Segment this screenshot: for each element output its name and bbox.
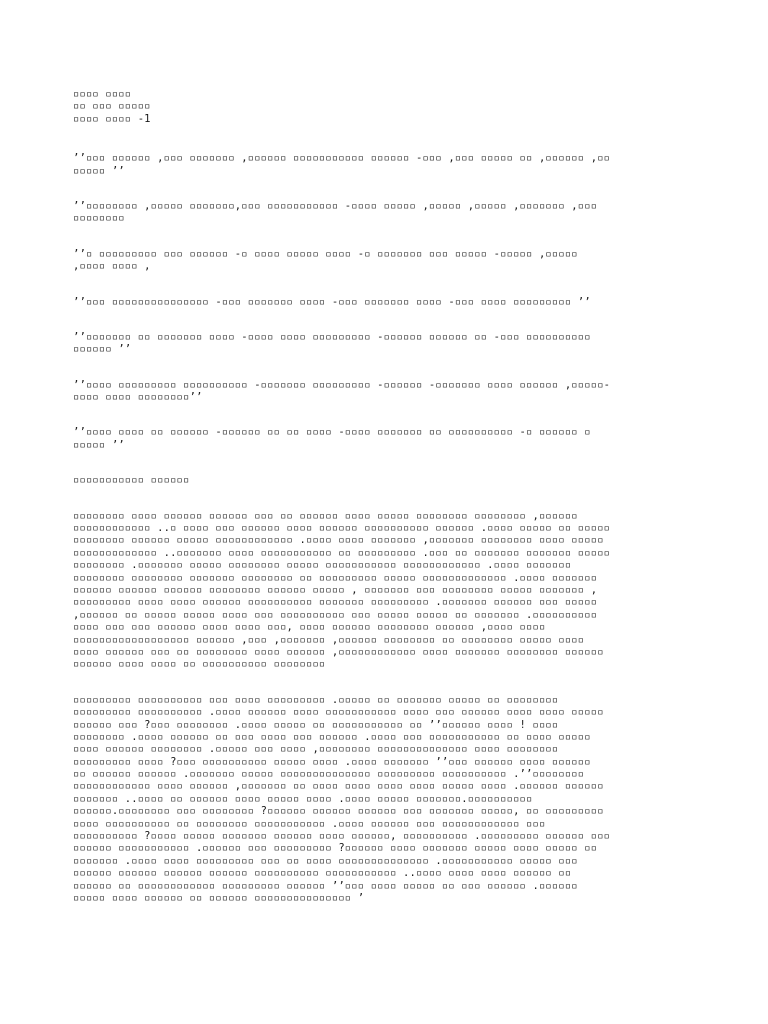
quote-line: ▫▫▫▫ ▫▫▫▫ ▫▫▫▫▫▫▫▫’’: [73, 391, 203, 404]
paragraph-line: ▫▫▫▫ ▫▫▫▫▫▫ ▫▫▫▫▫▫▫▫ .▫▫▫▫▫ ▫▫▫ ▫▫▫▫ ,▫▫▫▫▫▫▫▫ ▫▫▫▫▫▫▫▫▫▫▫▫▫▫ ▫▫▫▫ ▫▫▫▫▫▫▫▫: [73, 743, 559, 756]
quote-line: ▫▫▫▫▫ ’’: [73, 164, 125, 177]
paragraph-line: ▫▫▫▫▫▫ ▫▫▫▫ ▫▫▫▫ ▫▫ ▫▫▫▫▫▫▫▫▫▫ ▫▫▫▫▫▫▫▫: [73, 658, 326, 671]
paragraph-line: ▫▫▫▫▫▫ ▫▫ ▫▫▫▫▫▫▫▫▫▫▫▫ ▫▫▫▫▫▫▫▫▫ ▫▫▫▫▫▫ ’’▫▫▫ ▫▫▫▫ ▫▫▫▫▫ ▫▫ ▫▫▫ ▫▫▫▫▫▫ .▫▫▫▫▫▫: [73, 879, 578, 892]
paragraph-line: ▫▫ ▫▫▫▫▫▫ ▫▫▫▫▫▫ .▫▫▫▫▫▫▫ ▫▫▫▫▫ ▫▫▫▫▫▫▫▫▫▫▫▫▫▫ ▫▫▫▫▫▫▫▫▫ ▫▫▫▫▫▫▫▫▫▫ .’’▫▫▫▫▫▫▫▫: [73, 768, 585, 781]
quote-line: ’’▫▫▫▫▫▫▫▫ ,▫▫▫▫▫ ▫▫▫▫▫▫▫,▫▫▫ ▫▫▫▫▫▫▫▫▫▫▫ -▫▫▫▫ ▫▫▫▫▫ ,▫▫▫▫▫ ,▫▫▫▫▫ ,▫▫▫▫▫▫▫ ,▫▫▫: [73, 199, 598, 212]
paragraph-line: ▫▫▫▫▫▫▫ .▫▫▫▫ ▫▫▫▫ ▫▫▫▫▫▫▫▫▫ ▫▫▫ ▫▫ ▫▫▫▫ ▫▫▫▫▫▫▫▫▫▫▫▫▫▫ .▫▫▫▫▫▫▫▫▫▫▫ ▫▫▫▫▫ ▫▫▫: [73, 854, 578, 867]
paragraph-line: ▫▫▫▫▫▫.▫▫▫▫▫▫▫▫ ▫▫▫ ▫▫▫▫▫▫▫▫ ?▫▫▫▫▫▫ ▫▫▫▫▫▫ ▫▫▫▫▫▫ ▫▫▫ ▫▫▫▫▫▫▫ ▫▫▫▫▫, ▫▫ ▫▫▫▫▫▫▫▫▫: [73, 805, 604, 818]
quote-line: ▫▫▫▫▫▫ ’’: [73, 343, 132, 356]
quote-line: ’’▫▫▫ ▫▫▫▫▫▫ ,▫▫▫ ▫▫▫▫▫▫▫ ,▫▫▫▫▫▫ ▫▫▫▫▫▫▫▫▫▫▫ ▫▫▫▫▫▫ -▫▫▫ ,▫▫▫ ▫▫▫▫▫ ▫▫ ,▫▫▫▫▫▫ ,▫▫: [73, 152, 611, 165]
paragraph-line: ▫▫▫▫▫▫▫▫ .▫▫▫▫▫▫▫ ▫▫▫▫▫ ▫▫▫▫▫▫▫▫ ▫▫▫▫▫ ▫▫▫▫▫▫▫▫▫▫▫ ▫▫▫▫▫▫▫▫▫▫▫▫ .▫▫▫▫ ▫▫▫▫▫▫▫: [73, 559, 572, 572]
quote-line: ▫▫▫▫▫▫▫▫: [73, 212, 125, 225]
paragraph-line: ▫▫▫▫▫▫ ▫▫▫▫▫▫▫▫▫▫▫ .▫▫▫▫▫▫ ▫▫▫ ▫▫▫▫▫▫▫▫▫ ?▫▫▫▫▫▫ ▫▫▫▫ ▫▫▫▫▫▫▫ ▫▫▫▫▫ ▫▫▫▫ ▫▫▫▫▫ ▫▫: [73, 842, 598, 855]
section-title-text: ▫▫▫▫▫▫▫▫▫▫▫ ▫▫▫▫▫▫: [73, 474, 190, 487]
quote-line: ’’▫▫▫▫ ▫▫▫▫ ▫▫ ▫▫▫▫▫▫ -▫▫▫▫▫▫ ▫▫ ▫▫ ▫▫▫▫ -▫▫▫▫ ▫▫▫▫▫▫▫ ▫▫ ▫▫▫▫▫▫▫▫▫▫ -▫ ▫▫▫▫▫▫ ▫: [73, 426, 591, 439]
header-line: ▫▫ ▫▫▫ ▫▫▫▫▫: [73, 100, 151, 113]
paragraph-line: ▫▫▫▫▫▫▫▫▫ ▫▫▫▫ ?▫▫▫ ▫▫▫▫▫▫▫▫▫▫ ▫▫▫▫▫ ▫▫▫▫ .▫▫▫▫ ▫▫▫▫▫▫▫ ’’▫▫▫ ▫▫▫▫▫▫ ▫▫▫▫ ▫▫▫▫▫▫: [73, 755, 591, 768]
paragraph-line: ▫▫▫▫▫▫▫▫▫▫▫▫▫▫▫▫▫▫ ▫▫▫▫▫▫ ,▫▫▫ ,▫▫▫▫▫▫▫ ,▫▫▫▫▫▫ ▫▫▫▫▫▫▫▫ ▫▫ ▫▫▫▫▫▫▫▫ ▫▫▫▫▫ ▫▫▫▫: [73, 633, 585, 646]
quote-line: ’’▫▫▫▫▫▫▫ ▫▫ ▫▫▫▫▫▫▫ ▫▫▫▫ -▫▫▫▫ ▫▫▫▫ ▫▫▫▫▫▫▫▫▫ -▫▫▫▫▫▫ ▫▫▫▫▫▫ ▫▫ -▫▫▫ ▫▫▫▫▫▫▫▫▫▫: [73, 330, 591, 343]
paragraph-line: ▫▫▫▫▫▫▫▫▫▫▫▫ ..▫ ▫▫▫▫ ▫▫▫ ▫▫▫▫▫▫ ▫▫▫▫ ▫▫▫▫▫▫ ▫▫▫▫▫▫▫▫▫▫ ▫▫▫▫▫▫ .▫▫▫▫ ▫▫▫▫▫ ▫▫ ▫▫▫▫▫: [73, 522, 611, 535]
paragraph-line: ▫▫▫▫▫▫▫▫▫▫ ?▫▫▫▫ ▫▫▫▫▫ ▫▫▫▫▫▫▫ ▫▫▫▫▫▫ ▫▫▫▫ ▫▫▫▫▫▫, ▫▫▫▫▫▫▫▫▫▫ .▫▫▫▫▫▫▫▫▫ ▫▫▫▫▫▫ ▫▫▫: [73, 830, 611, 843]
paragraph-line: ▫▫▫▫▫▫ ▫▫▫ ?▫▫▫ ▫▫▫▫▫▫▫▫ .▫▫▫▫ ▫▫▫▫▫ ▫▫ ▫▫▫▫▫▫▫▫▫▫▫ ▫▫ ’’▫▫▫▫▫▫ ▫▫▫▫ ! ▫▫▫▫: [73, 718, 559, 731]
quote-6: [73, 379, 698, 404]
quote-7: [73, 426, 698, 451]
paragraph-line: ▫▫▫▫▫▫▫▫ .▫▫▫▫ ▫▫▫▫▫▫ ▫▫ ▫▫▫ ▫▫▫▫ ▫▫▫ ▫▫▫▫▫▫ .▫▫▫▫ ▫▫▫ ▫▫▫▫▫▫▫▫▫▫▫ ▫▫ ▫▫▫▫ ▫▫▫▫▫: [73, 730, 591, 743]
paragraph-line: ▫▫▫▫ ▫▫▫▫▫▫▫▫▫▫ ▫▫ ▫▫▫▫▫▫▫▫ ▫▫▫▫▫▫▫▫▫▫▫ .▫▫▫▫ ▫▫▫▫▫▫ ▫▫▫ ▫▫▫▫▫▫▫▫▫▫▫▫ ▫▫▫: [73, 817, 546, 830]
paragraph-line: ▫▫▫▫▫▫▫▫ ▫▫▫▫ ▫▫▫▫▫▫ ▫▫▫▫▫▫ ▫▫▫ ▫▫ ▫▫▫▫▫▫ ▫▫▫▫ ▫▫▫▫▫ ▫▫▫▫▫▫▫▫ ▫▫▫▫▫▫▫▫ ,▫▫▫▫▫▫: [73, 509, 578, 522]
quote-line: ,▫▫▫▫ ▫▫▫▫ ,: [73, 260, 151, 273]
paragraph-line: ▫▫▫▫ ▫▫▫ ▫▫▫ ▫▫▫▫▫▫ ▫▫▫▫ ▫▫▫▫ ▫▫▫, ▫▫▫▫ ▫▫▫▫▫▫ ▫▫▫▫▫▫▫▫ ▫▫▫▫▫▫ ,▫▫▫▫ ▫▫▫▫: [73, 621, 546, 634]
paragraph-line: ▫▫▫▫▫ ▫▫▫▫ ▫▫▫▫▫▫ ▫▫ ▫▫▫▫▫▫ ▫▫▫▫▫▫▫▫▫▫▫▫▫▫▫ ’: [73, 891, 365, 904]
paragraph-line: ▫▫▫▫▫▫▫▫▫ ▫▫▫▫ ▫▫▫▫ ▫▫▫▫▫▫ ▫▫▫▫▫▫▫▫▫▫ ▫▫▫▫▫▫▫ ▫▫▫▫▫▫▫▫▫ .▫▫▫▫▫▫▫ ▫▫▫▫▫▫ ▫▫▫ ▫▫▫▫▫: [73, 596, 598, 609]
paragraph-2: [73, 694, 698, 905]
quote-3: [73, 248, 698, 273]
paragraph-line: ,▫▫▫▫▫▫ ▫▫ ▫▫▫▫▫ ▫▫▫▫▫ ▫▫▫▫ ▫▫▫ ▫▫▫▫▫▫▫▫▫▫ ▫▫▫ ▫▫▫▫▫ ▫▫▫▫▫ ▫▫ ▫▫▫▫▫▫▫ .▫▫▫▫▫▫▫▫▫▫: [73, 608, 598, 621]
quote-line: ▫▫▫▫▫ ’’: [73, 438, 125, 451]
paragraph-line: ▫▫▫▫▫▫▫▫ ▫▫▫▫▫▫ ▫▫▫▫▫ ▫▫▫▫▫▫▫▫▫▫▫▫ .▫▫▫▫ ▫▫▫▫ ▫▫▫▫▫▫▫ ,▫▫▫▫▫▫▫ ▫▫▫▫▫▫▫▫ ▫▫▫▫ ▫▫▫▫▫: [73, 534, 604, 547]
quote-5: [73, 331, 698, 356]
paragraph-line: ▫▫▫▫▫▫ ▫▫▫▫▫▫ ▫▫▫▫▫▫ ▫▫▫▫▫▫▫▫ ▫▫▫▫▫▫ ▫▫▫▫▫ , ▫▫▫▫▫▫▫ ▫▫▫ ▫▫▫▫▫▫▫▫ ▫▫▫▫▫ ▫▫▫▫▫▫▫ ,: [73, 583, 598, 596]
paragraph-line: ▫▫▫▫▫▫▫▫▫▫▫▫ ▫▫▫▫ ▫▫▫▫▫▫ ,▫▫▫▫▫▫▫ ▫▫ ▫▫▫▫ ▫▫▫▫ ▫▫▫▫ ▫▫▫▫ ▫▫▫▫▫ ▫▫▫▫ .▫▫▫▫▫▫ ▫▫▫▫▫▫: [73, 780, 604, 793]
paragraph-line: ▫▫▫▫▫▫▫▫ ▫▫▫▫▫▫▫▫ ▫▫▫▫▫▫▫ ▫▫▫▫▫▫▫▫ ▫▫ ▫▫▫▫▫▫▫▫▫ ▫▫▫▫▫ ▫▫▫▫▫▫▫▫▫▫▫▫▫ .▫▫▫▫ ▫▫▫▫▫▫▫: [73, 571, 598, 584]
paragraph-line: ▫▫▫▫ ▫▫▫▫▫▫ ▫▫▫ ▫▫ ▫▫▫▫▫▫▫▫ ▫▫▫▫ ▫▫▫▫▫▫ ,▫▫▫▫▫▫▫▫▫▫▫▫ ▫▫▫▫ ▫▫▫▫▫▫▫ ▫▫▫▫▫▫▫▫ ▫▫▫▫▫▫: [73, 645, 604, 658]
paragraph-1: [73, 510, 698, 671]
paragraph-line: ▫▫▫▫▫▫▫▫▫ ▫▫▫▫▫▫▫▫▫▫ .▫▫▫▫ ▫▫▫▫▫▫ ▫▫▫▫ ▫▫▫▫▫▫▫▫▫▫▫ ▫▫▫▫ ▫▫▫ ▫▫▫▫▫▫ ▫▫▫▫ ▫▫▫▫ ▫▫▫▫▫: [73, 706, 604, 719]
header-line: ▫▫▫▫ ▫▫▫▫: [73, 88, 132, 100]
paragraph-line: ▫▫▫▫▫▫▫▫▫▫▫▫▫ ..▫▫▫▫▫▫▫ ▫▫▫▫ ▫▫▫▫▫▫▫▫▫▫▫ ▫▫ ▫▫▫▫▫▫▫▫▫ .▫▫▫ ▫▫ ▫▫▫▫▫▫▫ ▫▫▫▫▫▫▫ ▫▫▫▫▫: [73, 546, 611, 559]
quote-1: [73, 152, 698, 177]
quote-2: [73, 200, 698, 225]
quote-line: ’’▫▫▫▫ ▫▫▫▫▫▫▫▫▫ ▫▫▫▫▫▫▫▫▫▫ -▫▫▫▫▫▫▫ ▫▫▫▫▫▫▫▫▫ -▫▫▫▫▫▫ -▫▫▫▫▫▫▫ ▫▫▫▫ ▫▫▫▫▫▫ ,▫▫▫▫▫-: [73, 378, 611, 391]
quote-line: ’’▫▫▫ ▫▫▫▫▫▫▫▫▫▫▫▫▫▫▫ -▫▫▫ ▫▫▫▫▫▫▫ ▫▫▫▫ -▫▫▫ ▫▫▫▫▫▫▫ ▫▫▫▫ -▫▫▫ ▫▫▫▫ ▫▫▫▫▫▫▫▫▫ ’’: [73, 295, 591, 308]
paragraph-line: ▫▫▫▫▫▫ ▫▫▫▫▫▫ ▫▫▫▫▫▫ ▫▫▫▫▫▫ ▫▫▫▫▫▫▫▫▫▫ ▫▫▫▫▫▫▫▫▫▫▫ ..▫▫▫▫ ▫▫▫▫ ▫▫▫▫ ▫▫▫▫▫▫ ▫▫: [73, 867, 572, 880]
quote-4: [73, 296, 698, 308]
section-title: [73, 474, 698, 486]
paragraph-line: ▫▫▫▫▫▫▫ ..▫▫▫▫ ▫▫ ▫▫▫▫▫▫ ▫▫▫▫ ▫▫▫▫▫ ▫▫▫▫ .▫▫▫▫ ▫▫▫▫▫ ▫▫▫▫▫▫▫.▫▫▫▫▫▫▫▫▫▫: [73, 792, 533, 805]
header-line: ▫▫▫▫ ▫▫▫▫ -1: [73, 112, 151, 125]
document-header: [73, 88, 698, 125]
paragraph-line: ▫▫▫▫▫▫▫▫▫ ▫▫▫▫▫▫▫▫▫▫ ▫▫▫ ▫▫▫▫ ▫▫▫▫▫▫▫▫▫ .▫▫▫▫▫ ▫▫ ▫▫▫▫▫▫▫ ▫▫▫▫▫ ▫▫ ▫▫▫▫▫▫▫▫: [73, 693, 559, 706]
quote-line: ’’▫ ▫▫▫▫▫▫▫▫▫ ▫▫▫ ▫▫▫▫▫▫ -▫ ▫▫▫▫ ▫▫▫▫▫ ▫▫▫▫ -▫ ▫▫▫▫▫▫▫ ▫▫▫ ▫▫▫▫▫ -▫▫▫▫▫ ,▫▫▫▫▫: [73, 247, 578, 260]
